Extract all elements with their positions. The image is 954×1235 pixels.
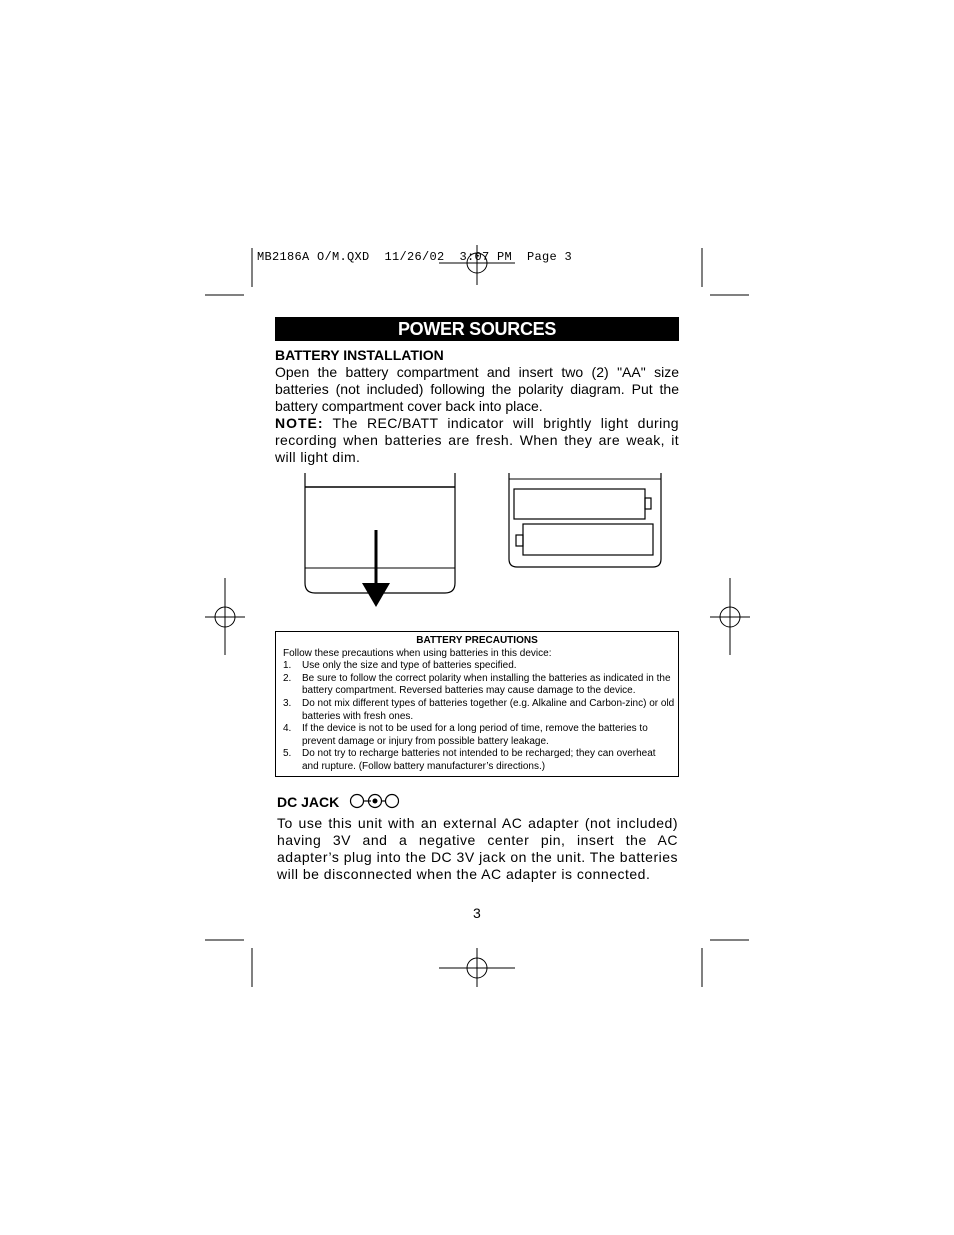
battery-cover-illustration: [305, 473, 455, 607]
battery-installation-heading: BATTERY INSTALLATION: [275, 347, 444, 363]
battery-cell-top-terminal: [645, 498, 651, 509]
precautions-title: BATTERY PRECAUTIONS: [416, 635, 538, 646]
item-number: 5.: [283, 748, 292, 760]
item-text: Do not mix different types of batteries together (e.g. Alkaline and Carbon-zinc) or old batteries with fresh ones.: [302, 697, 675, 722]
item-text: Use only the size and type of batteries specified.: [302, 660, 517, 672]
item-number: 3.: [283, 697, 292, 709]
dc-jack-heading-text: DC JACK: [277, 794, 340, 810]
dc-polarity-icon: [349, 792, 401, 810]
note-text: The REC/BATT indicator will brightly light during recording when batteries are fresh. When they are weak, it will light dim.: [275, 415, 679, 465]
item-text: Do not try to recharge batteries not intended to be recharged; they can overheat and rupture. (Follow battery manufacturer’s directions.): [302, 748, 656, 772]
list-item: [283, 660, 678, 673]
item-text: If the device is not to be used for a long period of time, remove the batteries to prevent damage or injury from possible battery leakage.: [302, 723, 648, 747]
list-item: [283, 723, 678, 748]
registration-target-left: [205, 578, 245, 655]
page-number: 3: [473, 905, 481, 921]
item-number: 4.: [283, 723, 292, 735]
file-slug: MB2186A O/M.QXD 11/26/02 3:07 PM Page 3: [257, 250, 573, 264]
registration-target-bottom: [439, 948, 515, 987]
list-item: [283, 748, 678, 773]
section-title: POWER SOURCES: [275, 317, 679, 341]
list-item: [283, 673, 678, 698]
battery-cell-bottom: [523, 524, 653, 555]
battery-cell-bottom-terminal: [516, 535, 523, 546]
battery-precautions-box: [275, 631, 679, 777]
item-number: 2.: [283, 672, 292, 684]
item-number: 1.: [283, 660, 292, 672]
note-label: NOTE:: [275, 415, 324, 431]
item-text: Be sure to follow the correct polarity when installing the batteries as indicated in the battery compartment. Reversed batteries may cause damage to the device.: [302, 672, 671, 697]
battery-installation-paragraph: Open the battery compartment and insert two (2) "AA" size batteries (not included) following the polarity diagram. Put the battery compartment cover back into place.: [275, 364, 679, 414]
battery-compartment-illustration: [509, 473, 661, 567]
note-paragraph: [275, 415, 679, 466]
list-item: [283, 698, 678, 723]
precautions-list: [276, 660, 678, 773]
dc-jack-heading: [277, 792, 401, 810]
registration-target-right: [710, 578, 750, 655]
dc-jack-paragraph: To use this unit with an external AC adapter (not included) having 3V and a negative center pin, insert the AC adapter’s plug into the DC 3V jack on the unit. The batteries will be disconnected when the AC adapter is connected.: [277, 815, 678, 882]
precautions-intro: Follow these precautions when using batteries in this device:: [283, 647, 552, 659]
battery-cell-top: [514, 489, 645, 519]
